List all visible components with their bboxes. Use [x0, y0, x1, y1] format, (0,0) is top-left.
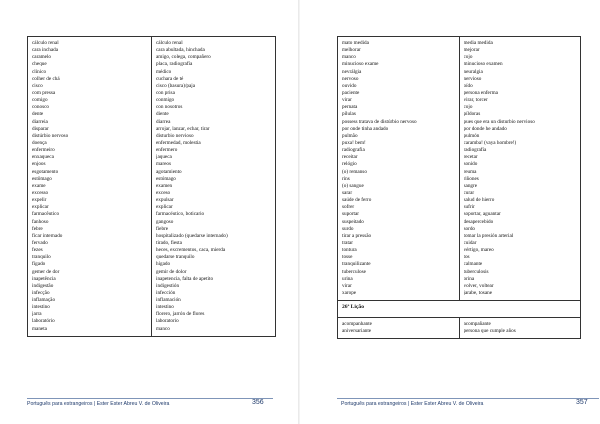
- vocab-entry: urina: [342, 275, 353, 282]
- vocab-entry: indigestão: [32, 282, 54, 289]
- vocab-entry: clínico: [32, 68, 47, 75]
- vocab-entry: diarrea: [156, 118, 171, 125]
- vocab-entry: possess tratava de distúrbio nervoso: [342, 118, 417, 125]
- vocab-entry: suportar: [342, 211, 359, 218]
- vocab-entry: diarreia: [32, 118, 48, 125]
- vocab-entry: surdo: [342, 225, 354, 232]
- vocab-entry: pernata: [342, 104, 358, 111]
- vocab-entry: tosse: [342, 254, 353, 261]
- vocab-entry: orina: [463, 275, 475, 282]
- vocab-entry: inapetencia, falta de apetito: [156, 275, 214, 282]
- vocab-entry: colher de chá: [32, 75, 60, 82]
- vocab-entry: nervoso: [342, 75, 359, 82]
- vocab-entry: mareos: [156, 161, 171, 168]
- vocab-entry: acompañante: [463, 321, 491, 328]
- vocab-entry: fervado: [32, 239, 48, 246]
- vocab-entry: receitar: [342, 154, 358, 161]
- vocab-entry: intestino: [156, 304, 174, 311]
- vocab-entry: diente: [156, 111, 169, 118]
- vocab-entry: virar: [342, 97, 352, 104]
- vocab-entry: caramelo: [32, 54, 52, 61]
- vocab-entry: conosco: [32, 104, 49, 111]
- vocab-table-left: [27, 36, 276, 337]
- vocab-entry: acompanhante: [342, 321, 372, 328]
- vocab-entry: tontura: [342, 247, 357, 254]
- vocab-entry: caramba! (vaya hombre!): [463, 139, 517, 146]
- portuguese-column: [338, 318, 460, 339]
- vocab-entry: con prisa: [156, 89, 175, 96]
- vocab-entry: estômago: [32, 175, 52, 182]
- vocab-entry: febre: [32, 225, 43, 232]
- vocab-entry: tos: [463, 254, 470, 261]
- vocab-entry: fígado: [32, 261, 46, 268]
- vocab-entry: cheque: [32, 61, 47, 68]
- vocab-entry: píldoras: [463, 111, 481, 118]
- lesson-header-row: [338, 301, 581, 318]
- vocab-entry: soportar, aguantar: [463, 211, 501, 218]
- vocab-entry: relógio: [342, 161, 357, 168]
- vocab-entry: ficar internado: [32, 232, 63, 239]
- table-row: [28, 37, 276, 337]
- vocab-entry: excesso: [32, 189, 49, 196]
- vocab-entry: esgotamento: [32, 168, 59, 175]
- vocab-entry: indigestión: [156, 282, 180, 289]
- vocab-entry: sofrer: [342, 204, 355, 211]
- vocab-entry: tuberculose: [342, 268, 366, 275]
- vocab-entry: media medida: [463, 40, 493, 46]
- vocab-entry: maneta: [32, 325, 47, 332]
- vocab-entry: manco: [156, 325, 170, 332]
- vocab-entry: desapercebido: [463, 218, 494, 225]
- vocab-entry: cuidar: [463, 239, 477, 246]
- vocab-entry: paciente: [342, 89, 360, 96]
- vocab-entry: cisco (basura)/paja: [156, 82, 196, 89]
- vocab-entry: rins: [342, 175, 350, 182]
- vocab-entry: placa, radiografía: [156, 61, 193, 68]
- spanish-column: [459, 37, 581, 301]
- vocab-entry: fanhoso: [32, 218, 49, 225]
- table-row: [338, 37, 581, 301]
- vocab-entry: virar, torcer: [463, 97, 488, 104]
- vocab-entry: recetar: [463, 154, 478, 161]
- spanish-column: [152, 37, 276, 337]
- vocab-entry: tranquilo: [32, 254, 51, 261]
- page-number: 357: [576, 399, 588, 406]
- vocab-entry: persona que cumple años: [463, 328, 516, 335]
- vocab-entry: gemir de dolor: [156, 268, 187, 275]
- vocab-entry: exame: [32, 182, 46, 189]
- vocab-entry: vértigo, mareo: [463, 247, 494, 254]
- vocab-entry: arrojar, lanzar, echar, tirar: [156, 125, 210, 132]
- vocab-entry: laboratorio: [156, 318, 179, 325]
- vocab-entry: enjoos: [32, 161, 46, 168]
- vocab-entry: nervioso: [463, 75, 482, 82]
- table-row: [338, 318, 581, 339]
- vocab-entry: tirar a pressão: [342, 232, 372, 239]
- vocab-entry: manco: [342, 54, 356, 61]
- vocab-entry: exceso: [156, 189, 171, 196]
- vocab-entry: estómago: [156, 175, 176, 182]
- vocab-entry: pílulas: [342, 111, 356, 118]
- vocab-entry: tranquilizante: [342, 261, 371, 268]
- vocab-entry: sarar: [342, 189, 353, 196]
- vocab-entry: cisco: [32, 82, 43, 89]
- vocab-entry: amigo, colega, compañero: [156, 54, 211, 61]
- spanish-column: [459, 318, 581, 339]
- vocab-entry: tomar la presión arterial: [463, 232, 514, 239]
- vocab-entry: calmante: [463, 261, 483, 268]
- vocab-entry: sordo: [463, 225, 476, 232]
- vocab-entry: explicar: [156, 204, 173, 211]
- vocab-entry: infección: [156, 289, 176, 296]
- vocab-entry: salud de hierro: [463, 197, 495, 204]
- vocab-entry: curar: [463, 189, 475, 196]
- vocab-entry: minucioso exame: [342, 61, 379, 68]
- vocab-entry: conmigo: [156, 97, 175, 104]
- footer-rule: [27, 398, 273, 399]
- vocab-entry: hígado: [156, 261, 171, 268]
- vocab-entry: aniversariante: [342, 328, 372, 335]
- vocab-entry: cara inchada: [32, 47, 59, 54]
- vocab-entry: cálculo renal: [156, 40, 183, 46]
- vocab-entry: volver, voltear: [463, 282, 494, 289]
- vocab-entry: sangre: [463, 182, 478, 189]
- vocab-entry: dente: [32, 111, 44, 118]
- footer-text: Português para estrangeiros | Ester Ester Abreu V. de Oliveira: [341, 401, 484, 407]
- vocab-entry: doença: [32, 139, 47, 146]
- vocab-entry: ouvido: [342, 82, 357, 89]
- vocab-entry: nevrálgia: [342, 68, 362, 75]
- vocab-entry: jaqueca: [156, 154, 172, 161]
- vocab-entry: xarope: [342, 289, 357, 296]
- vocab-entry: cuchara de té: [156, 75, 184, 82]
- vocab-entry: jarra: [32, 311, 42, 318]
- vocab-entry: disturbio nervioso: [156, 132, 194, 139]
- vocab-entry: por donde he andado: [463, 125, 507, 132]
- vocab-entry: infecção: [32, 289, 50, 296]
- vocab-entry: sufrir: [463, 204, 475, 211]
- vocab-entry: radiografia: [342, 147, 365, 154]
- page-number: 356: [252, 399, 264, 406]
- vocab-entry: jarabe, tosane: [463, 289, 493, 296]
- vocab-entry: gemer de dor: [32, 268, 60, 275]
- vocab-entry: neuralgia: [463, 68, 483, 75]
- vocab-entry: saúde de ferro: [342, 197, 372, 204]
- vocab-entry: farmacéutico, boticario: [156, 211, 205, 218]
- vocab-entry: inapetência: [32, 275, 56, 282]
- vocab-entry: cálculo renal: [32, 40, 59, 46]
- vocab-entry: enfermero: [156, 147, 178, 154]
- vocab-entry: oído: [463, 82, 473, 89]
- vocab-entry: intestino: [32, 304, 50, 311]
- vocab-entry: tratar: [342, 239, 353, 246]
- vocab-entry: expelir: [32, 197, 47, 204]
- vocab-entry: (o) sangue: [342, 182, 364, 189]
- vocab-entry: radiografía: [463, 147, 487, 154]
- vocab-entry: inflamação: [32, 297, 56, 304]
- vocab-entry: mejorar: [463, 47, 480, 54]
- vocab-entry: riñones: [463, 175, 479, 182]
- vocab-entry: examen: [156, 182, 173, 189]
- vocab-entry: sonido: [463, 161, 478, 168]
- vocab-entry: florero, jarrón de flores: [156, 311, 205, 318]
- vocab-entry: laboratório: [32, 318, 55, 325]
- vocab-entry: mato medida: [342, 40, 369, 46]
- vocab-entry: distúrbio nervoso: [32, 132, 69, 139]
- vocab-entry: comigo: [32, 97, 48, 104]
- vocab-entry: suspeitado: [342, 218, 364, 225]
- vocab-entry: inflamación: [156, 297, 181, 304]
- lesson-title: 26ª Lição: [338, 301, 581, 318]
- vocab-entry: gangoso: [156, 218, 174, 225]
- vocab-entry: tirado, fiesta: [156, 239, 182, 246]
- vocab-entry: heces, excrementos, caca, mierda: [156, 247, 226, 254]
- vocab-entry: enfermedad, molestia: [156, 139, 201, 146]
- vocab-entry: cojo: [463, 54, 473, 61]
- footer-rule: [337, 398, 599, 399]
- vocab-entry: tuberculosis: [463, 268, 489, 275]
- vocab-entry: expulsar: [156, 197, 174, 204]
- vocab-entry: com pressa: [32, 89, 56, 96]
- vocab-entry: (o) remanso: [342, 168, 367, 175]
- vocab-entry: minucioso examen: [463, 61, 503, 68]
- vocab-entry: virar: [342, 282, 352, 289]
- vocab-entry: disparar: [32, 125, 49, 132]
- vocab-entry: cara abultada, hinchada: [156, 47, 205, 54]
- vocab-entry: fiebre: [156, 225, 169, 232]
- vocab-entry: puxa! bem!: [342, 139, 366, 146]
- vocab-entry: fezes: [32, 247, 43, 254]
- vocab-entry: cojo: [463, 104, 473, 111]
- vocab-entry: pulmão: [342, 132, 358, 139]
- vocab-entry: quedarse tranquilo: [156, 254, 195, 261]
- vocab-entry: hospitalizado (quedarse internado): [156, 232, 228, 239]
- vocab-entry: pulmón: [463, 132, 480, 139]
- right-page: [300, 0, 600, 424]
- vocab-entry: melhorar: [342, 47, 361, 54]
- vocab-table-right: [337, 36, 581, 339]
- vocab-entry: pues que era un disturbio nervioso: [463, 118, 535, 125]
- vocab-entry: por onde tinha andado: [342, 125, 389, 132]
- portuguese-column: [28, 37, 152, 337]
- vocab-entry: agotamiento: [156, 168, 182, 175]
- vocab-entry: enfermeiro: [32, 147, 55, 154]
- vocab-entry: explicar: [32, 204, 49, 211]
- footer-text: Português para estrangeiros | Ester Ester Abreu V. de Oliveira: [27, 401, 170, 407]
- vocab-entry: persona enferma: [463, 89, 498, 96]
- vocab-entry: médico: [156, 68, 172, 75]
- vocab-entry: enxaqueca: [32, 154, 54, 161]
- vocab-entry: con nosotros: [156, 104, 183, 111]
- vocab-entry: reuma: [463, 168, 477, 175]
- portuguese-column: [338, 37, 460, 301]
- vocab-entry: farmacêutico: [32, 211, 60, 218]
